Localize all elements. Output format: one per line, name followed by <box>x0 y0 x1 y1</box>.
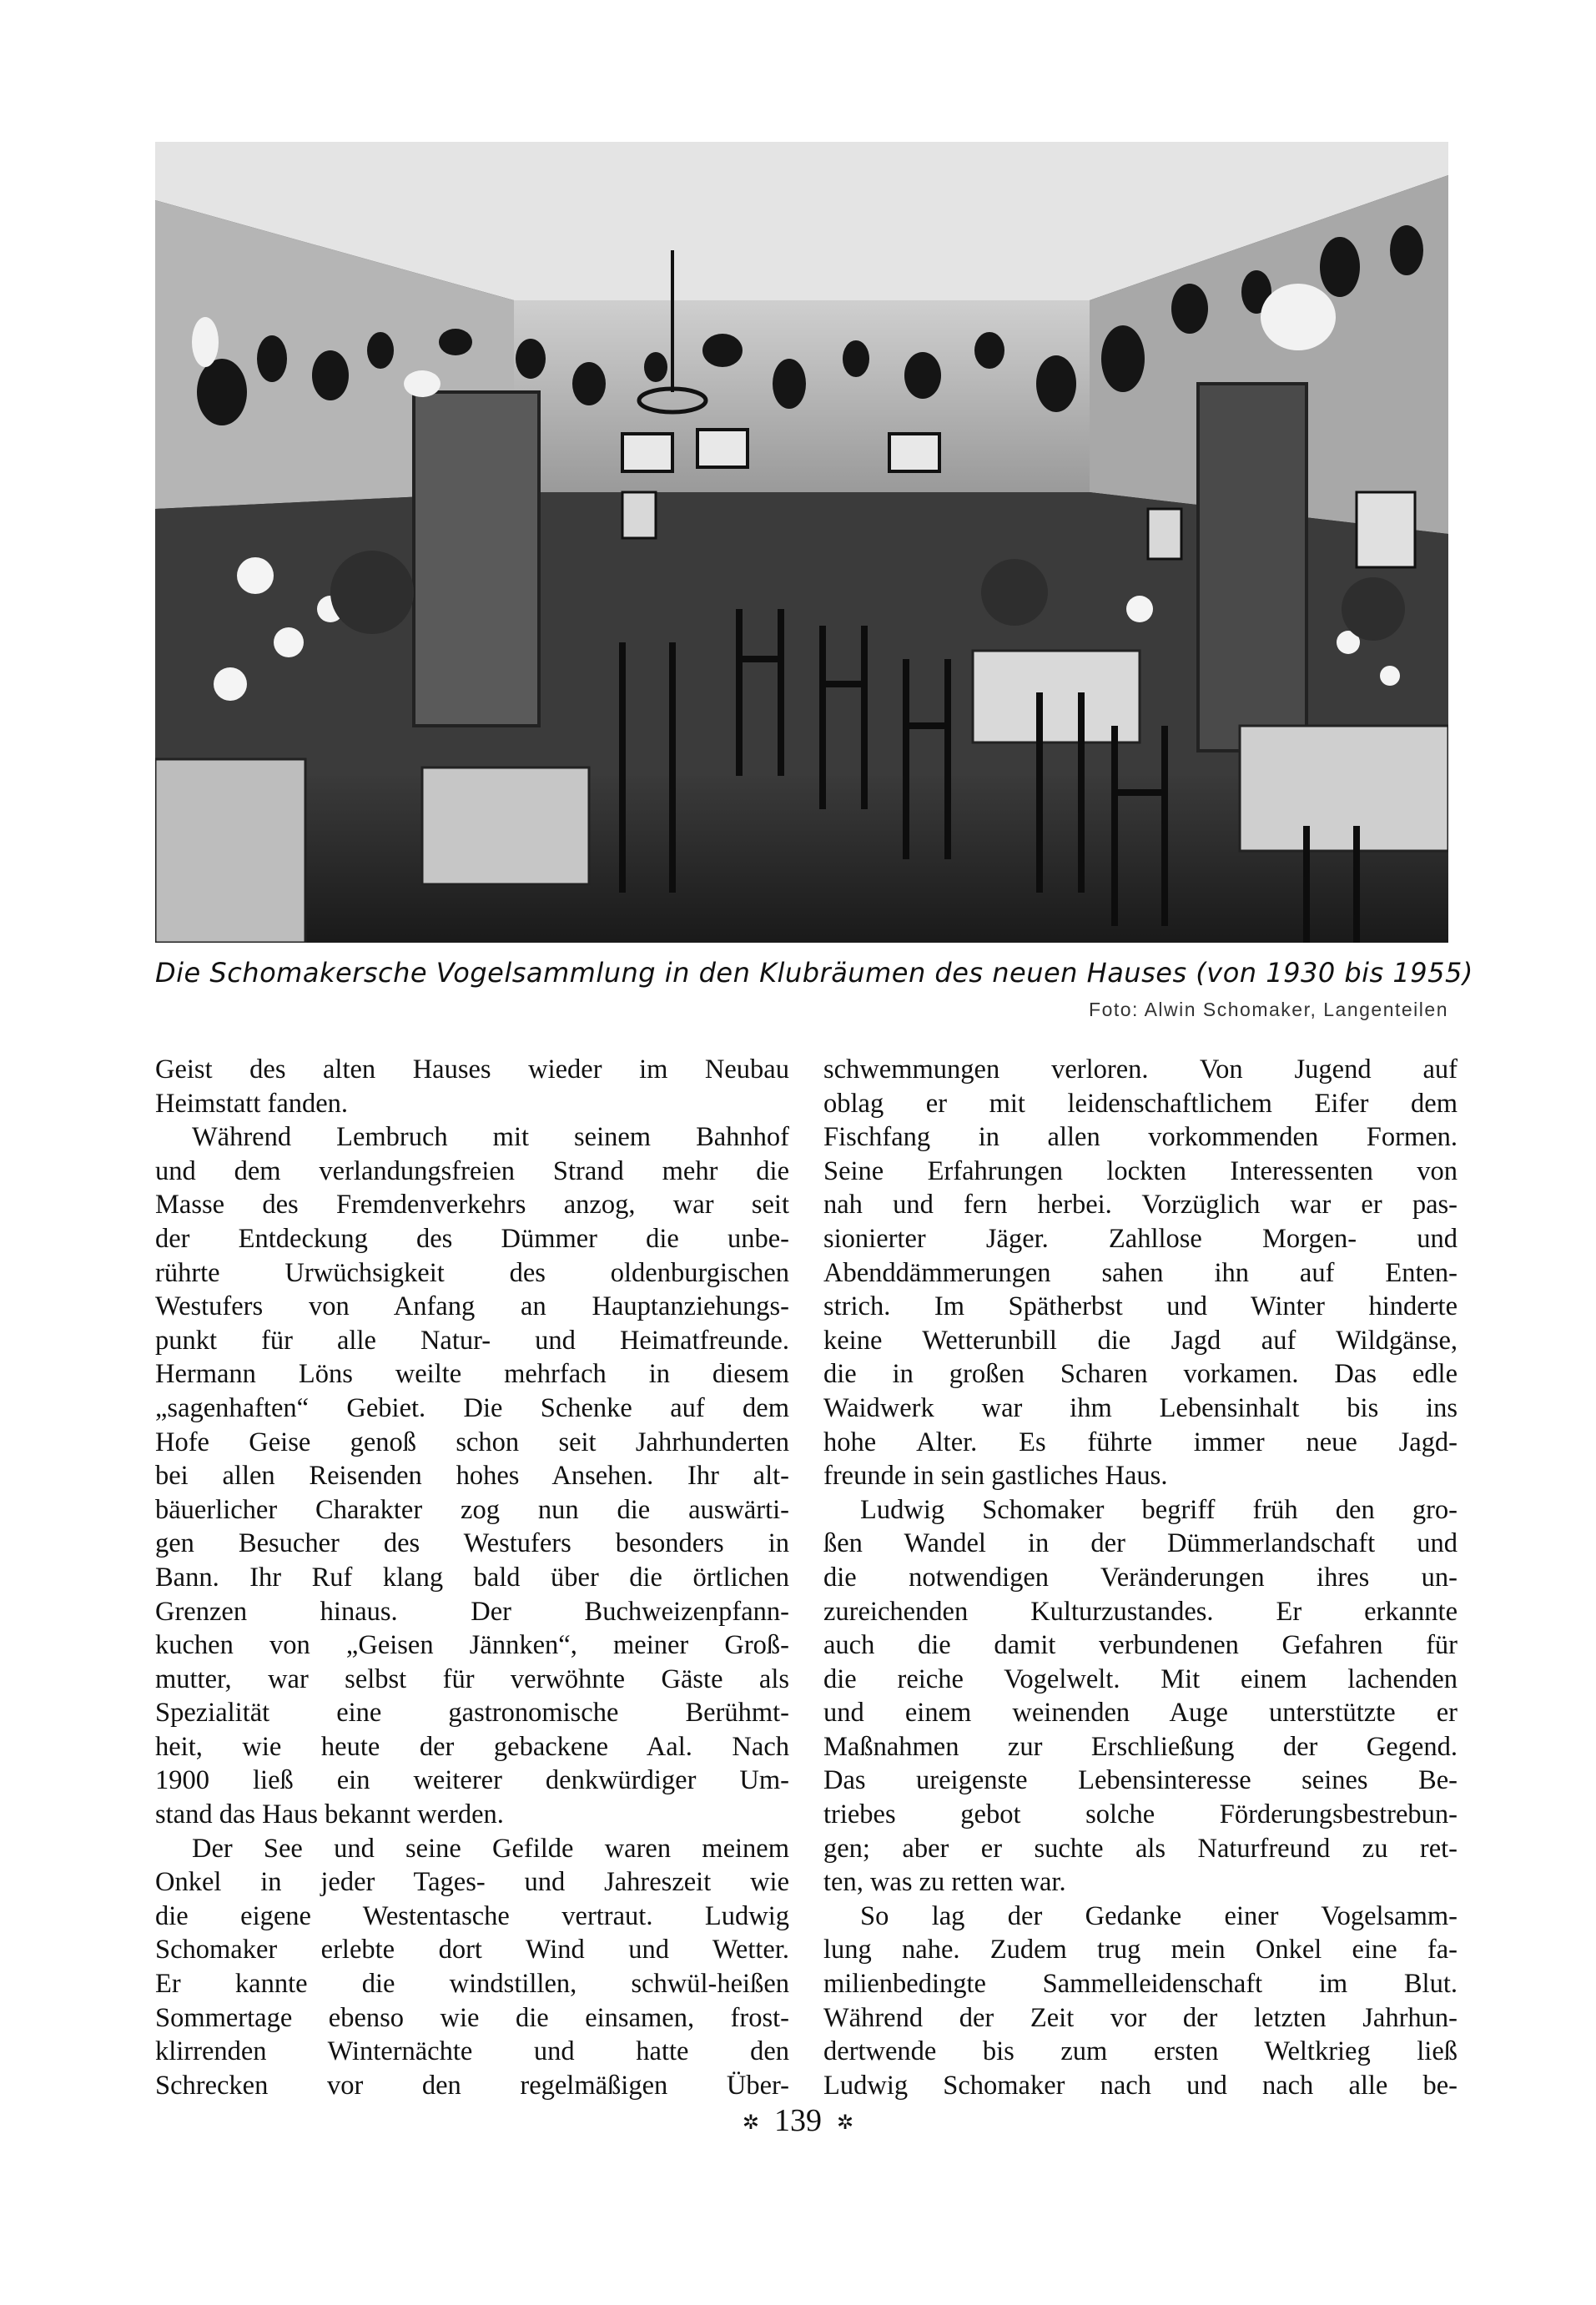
text-line: der Entdeckung des Dümmer die unbe- <box>155 1223 789 1254</box>
figure-caption: Die Schomakersche Vogelsammlung in den Klubräumen des neuen Hauses (von 1930 bis 1955) <box>155 957 1473 989</box>
text-line: keine Wetterunbill die Jagd auf Wildgänse, <box>823 1325 1458 1356</box>
text-line: Hermann Löns weilte mehrfach in diesem <box>155 1359 789 1390</box>
text-line: bei allen Reisenden hohes Ansehen. Ihr alt- <box>155 1461 789 1492</box>
text-line: Während der Zeit vor der letzten Jahrhun- <box>823 2002 1458 2033</box>
ornament-right-icon: ✲ <box>837 2112 854 2135</box>
text-line: gen Besucher des Westufers besonders in <box>155 1528 789 1559</box>
text-line: Fischfang in allen vorkommenden Formen. <box>823 1122 1458 1153</box>
text-line: Grenzen hinaus. Der Buchweizenpfann- <box>155 1596 789 1627</box>
text-line: Geist des alten Hauses wieder im Neubau <box>155 1054 789 1085</box>
text-line: Hofe Geise genoß schon seit Jahrhunderten <box>155 1427 789 1457</box>
text-line: Maßnahmen zur Erschließung der Gegend. <box>823 1731 1458 1762</box>
text-line: Heimstatt fanden. <box>155 1088 349 1119</box>
text-line: zureichenden Kulturzustandes. Er erkannte <box>823 1596 1458 1627</box>
text-line: Spezialität eine gastronomische Berühmt- <box>155 1698 789 1729</box>
text-line: Onkel in jeder Tages- und Jahreszeit wie <box>155 1867 789 1898</box>
text-line: nah und fern herbei. Vorzüglich war er pas- <box>823 1190 1458 1220</box>
text-line: die in großen Scharen vorkamen. Das edle <box>823 1359 1458 1390</box>
text-line: gen; aber er suchte als Naturfreund zu ret- <box>823 1833 1458 1864</box>
text-line: bäuerlicher Charakter zog nun die auswärti- <box>155 1494 789 1525</box>
text-line: hohe Alter. Es führte immer neue Jagd- <box>823 1427 1458 1457</box>
text-column-left <box>155 1053 789 2102</box>
text-line: die eigene Westentasche vertraut. Ludwig <box>155 1900 789 1931</box>
ornament-left-icon: ✲ <box>742 2112 759 2135</box>
text-line: Schomaker erlebte dort Wind und Wetter. <box>155 1935 789 1965</box>
text-line: Er kannte die windstillen, schwül-heißen <box>155 1969 789 2000</box>
text-line: die reiche Vogelwelt. Mit einem lachenden <box>823 1663 1458 1694</box>
text-line: Das ureigenste Lebensinteresse seines Be- <box>823 1765 1458 1796</box>
text-line: Während Lembruch mit seinem Bahnhof <box>192 1122 789 1153</box>
text-line: „sagenhaften“ Gebiet. Die Schenke auf dem <box>155 1392 789 1423</box>
text-line: dertwende bis zum ersten Weltkrieg ließ <box>823 2036 1458 2067</box>
text-line: kuchen von „Geisen Jännken“, meiner Groß- <box>155 1630 789 1661</box>
text-line: heit, wie heute der gebackene Aal. Nach <box>155 1731 789 1762</box>
text-line: Bann. Ihr Ruf klang bald über die örtlichen <box>155 1562 789 1593</box>
text-line: schwemmungen verloren. Von Jugend auf <box>823 1054 1458 1085</box>
text-line: 1900 ließ ein weiterer denkwürdiger Um- <box>155 1765 789 1796</box>
text-line: Ludwig Schomaker nach und nach alle be- <box>823 2070 1458 2101</box>
text-line: und einem weinenden Auge unterstützte er <box>823 1698 1458 1729</box>
photo-credit: Foto: Alwin Schomaker, Langenteilen <box>1089 999 1448 1020</box>
text-line: ten, was zu retten war. <box>823 1867 1066 1898</box>
page-number: 139 <box>774 2103 822 2138</box>
text-line: punkt für alle Natur- und Heimatfreunde. <box>155 1325 789 1356</box>
text-line: Sommertage ebenso wie die einsamen, frost- <box>155 2002 789 2033</box>
text-line: Waidwerk war ihm Lebensinhalt bis ins <box>823 1392 1458 1423</box>
text-line: strich. Im Spätherbst und Winter hinderte <box>823 1291 1458 1322</box>
text-line: milienbedingte Sammelleidenschaft im Blut. <box>823 1969 1458 2000</box>
text-column-right <box>823 1053 1458 2102</box>
text-line: freunde in sein gastliches Haus. <box>823 1461 1168 1492</box>
text-line: die notwendigen Veränderungen ihres un- <box>823 1562 1458 1593</box>
text-line: mutter, war selbst für verwöhnte Gäste als <box>155 1663 789 1694</box>
text-line: Westufers von Anfang an Hauptanziehungs- <box>155 1291 789 1322</box>
text-line: triebes gebot solche Förderungsbestrebun- <box>823 1799 1458 1830</box>
text-line: So lag der Gedanke einer Vogelsamm- <box>860 1900 1458 1931</box>
text-line: Masse des Fremdenverkehrs anzog, war seit <box>155 1190 789 1220</box>
text-line: Ludwig Schomaker begriff früh den gro- <box>860 1494 1458 1525</box>
text-line: stand das Haus bekannt werden. <box>155 1799 504 1830</box>
text-line: lung nahe. Zudem trug mein Onkel eine fa- <box>823 1935 1458 1965</box>
page-footer <box>0 2101 1596 2142</box>
text-line: sionierter Jäger. Zahllose Morgen- und <box>823 1223 1458 1254</box>
text-line: auch die damit verbundenen Gefahren für <box>823 1630 1458 1661</box>
text-line: Seine Erfahrungen lockten Interessenten von <box>823 1155 1458 1186</box>
text-line: und dem verlandungsfreien Strand mehr die <box>155 1155 789 1186</box>
text-line: Schrecken vor den regelmäßigen Über- <box>155 2070 789 2101</box>
text-line: ßen Wandel in der Dümmerlandschaft und <box>823 1528 1458 1559</box>
text-line: Abenddämmerungen sahen ihn auf Enten- <box>823 1257 1458 1288</box>
text-line: oblag er mit leidenschaftlichem Eifer dem <box>823 1088 1458 1119</box>
text-line: Der See und seine Gefilde waren meinem <box>192 1833 789 1864</box>
text-line: rührte Urwüchsigkeit des oldenburgischen <box>155 1257 789 1288</box>
text-line: klirrenden Winternächte und hatte den <box>155 2036 789 2067</box>
photo-bird-collection <box>155 142 1448 943</box>
